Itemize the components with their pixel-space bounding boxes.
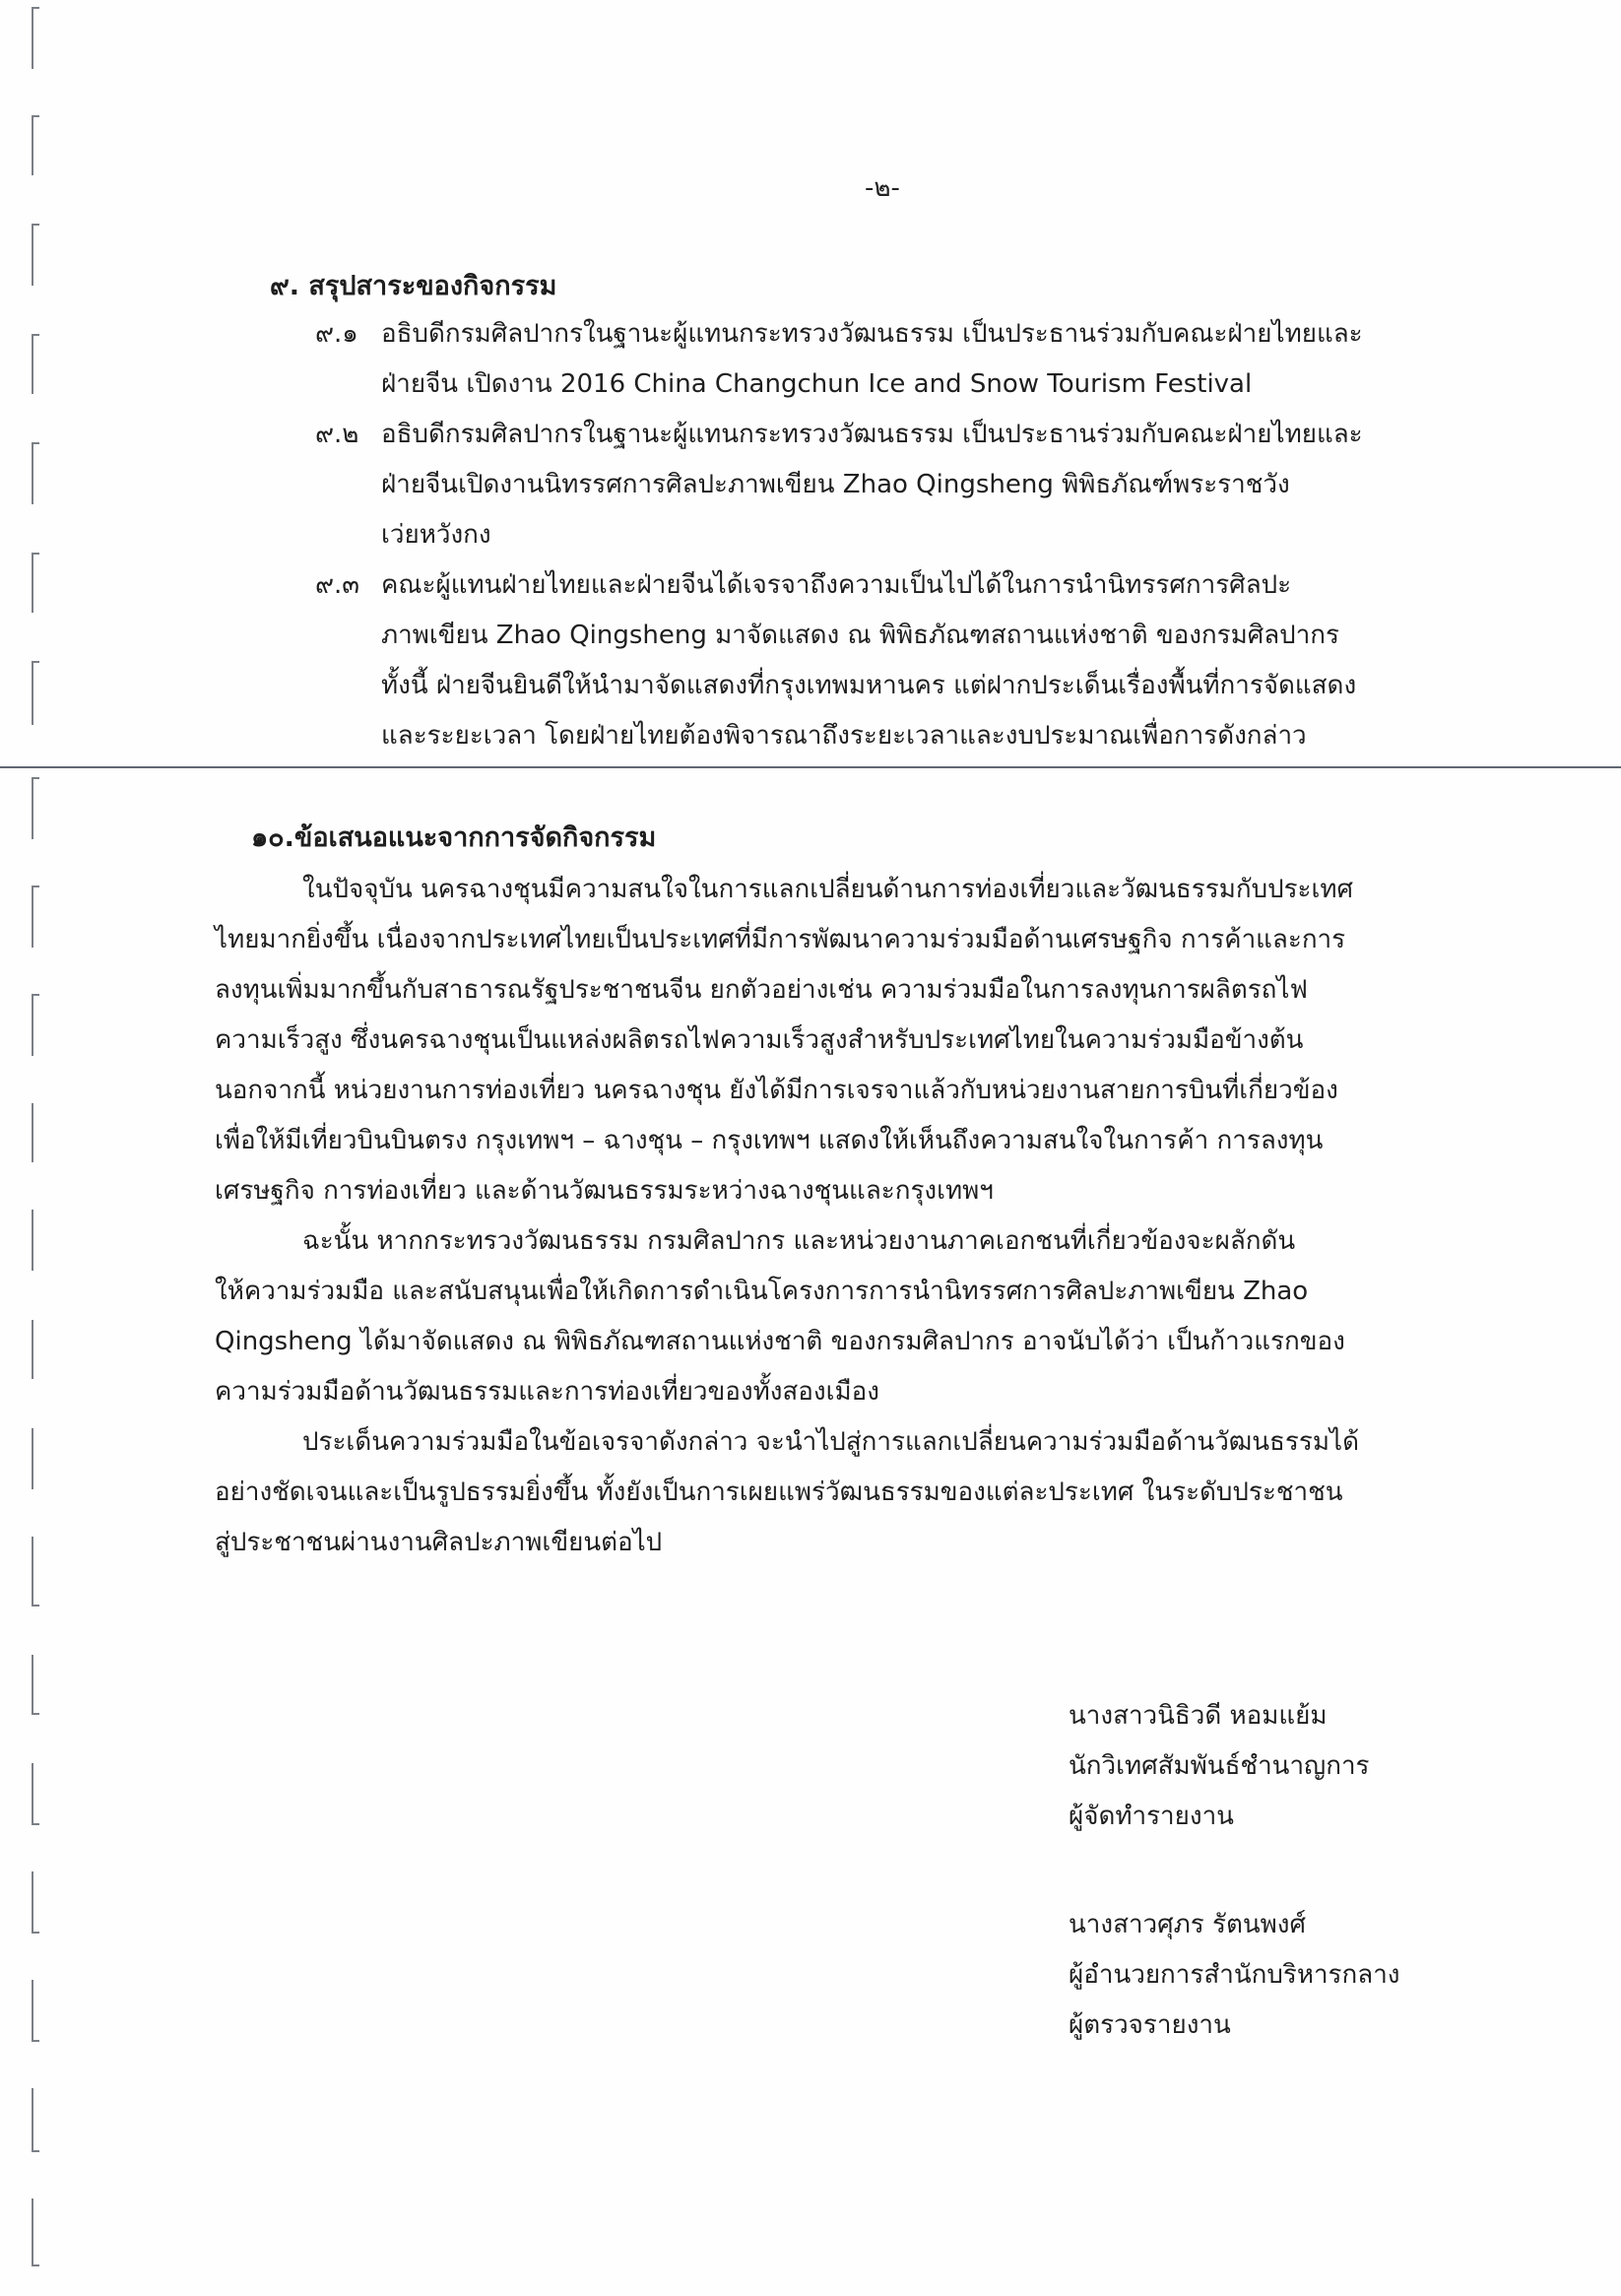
binding-mark bbox=[32, 1980, 39, 2041]
item-text: เว่ยหวังกง bbox=[381, 520, 491, 550]
item-number: ๙.๒ bbox=[315, 420, 359, 449]
paragraph-line: ลงทุนเพิ่มมากขึ้นกับสาธารณรัฐประชาชนจีน ยกตัวอย่างเช่น ความร่วมมือในการลงทุนการผลิตรถไฟ bbox=[215, 975, 1308, 1005]
item-text: อธิบดีกรมศิลปากรในฐานะผู้แทนกระทรวงวัฒนธรรม เป็นประธานร่วมกับคณะฝ่ายไทยและ bbox=[381, 319, 1363, 349]
section-9-item bbox=[315, 410, 1363, 560]
paragraph-line: เศรษฐกิจ การท่องเที่ยว และด้านวัฒนธรรมระหว่างฉางชุนและกรุงเทพฯ bbox=[215, 1176, 994, 1206]
paragraph-line: ฉะนั้น หากกระทรวงวัฒนธรรม กรมศิลปากร และหน่วยงานภาคเอกชนที่เกี่ยวข้องจะผลักดัน bbox=[302, 1226, 1296, 1256]
binding-mark bbox=[32, 554, 39, 613]
item-text: คณะผู้แทนฝ่ายไทยและฝ่ายจีนได้เจรจาถึงความเป็นไปได้ในการนำนิทรรศการศิลปะ bbox=[381, 570, 1292, 600]
paragraph-line: ไทยมากยิ่งขึ้น เนื่องจากประเทศไทยเป็นประเทศที่มีการพัฒนาความร่วมมือด้านเศรษฐกิจ การค้าและการ bbox=[215, 925, 1346, 954]
item-number: ๙.๓ bbox=[315, 570, 360, 600]
section-9-item bbox=[315, 560, 1363, 761]
signatory-position: ผู้อำนวยการสำนักบริหารกลาง bbox=[1069, 1960, 1400, 1990]
binding-mark bbox=[32, 1537, 39, 1606]
signatory-role: ผู้จัดทำรายงาน bbox=[1069, 1802, 1234, 1831]
section-9-items bbox=[315, 309, 1363, 761]
binding-mark bbox=[32, 335, 39, 394]
page-divider bbox=[0, 766, 1621, 768]
paragraph-line: ความเร็วสูง ซึ่งนครฉางชุนเป็นแหล่งผลิตรถไฟความเร็วสูงสำหรับประเทศไทยในความร่วมมือข้างต้น bbox=[215, 1025, 1304, 1055]
signatory-position: นักวิเทศสัมพันธ์ชำนาญการ bbox=[1069, 1751, 1370, 1781]
item-number: ๙.๑ bbox=[315, 319, 358, 349]
paragraph-line: นอกจากนี้ หน่วยงานการท่องเที่ยว นครฉางชุน ยังได้มีการเจรจาแล้วกับหน่วยงานสายการบินที่เกี่ยวข้อง bbox=[215, 1076, 1338, 1105]
paragraph-line: อย่างชัดเจนและเป็นรูปธรรมยิ่งขึ้น ทั้งยังเป็นการเผยแพร่วัฒนธรรมของแต่ละประเทศ ในระดับประชาชน bbox=[215, 1477, 1343, 1507]
signature-block-reviewer bbox=[1069, 1900, 1400, 2051]
section-9-item bbox=[315, 309, 1363, 410]
binding-mark bbox=[32, 8, 39, 69]
binding-mark bbox=[32, 1763, 39, 1824]
binding-mark bbox=[32, 886, 39, 948]
binding-mark bbox=[32, 443, 39, 504]
item-text: ภาพเขียน Zhao Qingsheng มาจัดแสดง ณ พิพิธภัณฑสถานแห่งชาติ ของกรมศิลปากร bbox=[381, 621, 1339, 650]
paragraph-line: ให้ความร่วมมือ และสนับสนุนเพื่อให้เกิดการดำเนินโครงการการนำนิทรรศการศิลปะภาพเขียน Zhao bbox=[215, 1277, 1309, 1306]
section-10-heading: ๑๐.ข้อเสนอแนะจากการจัดกิจกรรม bbox=[251, 822, 657, 853]
page-number: -๒- bbox=[865, 173, 900, 203]
paragraph bbox=[215, 1417, 1359, 1568]
signatory-role: ผู้ตรวจรายงาน bbox=[1069, 2010, 1231, 2040]
paragraph bbox=[215, 1216, 1359, 1417]
scan-binding-marks bbox=[0, 0, 59, 2296]
paragraph-line: ความร่วมมือด้านวัฒนธรรมและการท่องเที่ยวของทั้งสองเมือง bbox=[215, 1377, 879, 1407]
item-text: ฝ่ายจีน เปิดงาน 2016 China Changchun Ice and Snow Tourism Festival bbox=[381, 369, 1253, 399]
signatory-name: นางสาวนิธิวดี หอมแย้ม bbox=[1069, 1701, 1328, 1731]
binding-mark bbox=[32, 225, 39, 286]
paragraph bbox=[215, 865, 1359, 1216]
item-text: และระยะเวลา โดยฝ่ายไทยต้องพิจารณาถึงระยะเวลาและงบประมาณเพื่อการดังกล่าว bbox=[381, 721, 1307, 751]
paragraph-line: Qingsheng ได้มาจัดแสดง ณ พิพิธภัณฑสถานแห่งชาติ ของกรมศิลปากร อาจนับได้ว่า เป็นก้าวแรกของ bbox=[215, 1327, 1345, 1356]
binding-mark bbox=[32, 116, 39, 175]
section-10-body bbox=[215, 865, 1359, 1568]
paragraph-line: ในปัจจุบัน นครฉางชุนมีความสนใจในการแลกเปลี่ยนด้านการท่องเที่ยวและวัฒนธรรมกับประเทศ bbox=[302, 875, 1354, 904]
binding-mark bbox=[32, 778, 39, 839]
signatory-name: นางสาวศุภร รัตนพงศ์ bbox=[1069, 1910, 1306, 1939]
item-text: ฝ่ายจีนเปิดงานนิทรรศการศิลปะภาพเขียน Zhao Qingsheng พิพิธภัณฑ์พระราชวัง bbox=[381, 470, 1290, 499]
binding-mark bbox=[32, 1655, 39, 1714]
section-9-heading: ๙. สรุปสาระของกิจกรรม bbox=[270, 271, 557, 301]
binding-mark bbox=[32, 995, 39, 1056]
paragraph-line: ประเด็นความร่วมมือในข้อเจรจาดังกล่าว จะนำไปสู่การแลกเปลี่ยนความร่วมมือด้านวัฒนธรรมได้ bbox=[302, 1427, 1359, 1457]
paragraph-line: สู่ประชาชนผ่านงานศิลปะภาพเขียนต่อไป bbox=[215, 1528, 663, 1557]
signature-block-preparer bbox=[1069, 1691, 1370, 1842]
item-text: ทั้งนี้ ฝ่ายจีนยินดีให้นำมาจัดแสดงที่กรุงเทพมหานคร แต่ฝากประเด็นเรื่องพื้นที่การจัดแสดง bbox=[381, 671, 1357, 700]
binding-mark bbox=[32, 2088, 39, 2151]
binding-mark bbox=[32, 1871, 39, 1933]
paragraph-line: เพื่อให้มีเที่ยวบินบินตรง กรุงเทพฯ – ฉางชุน – กรุงเทพฯ แสดงให้เห็นถึงความสนใจในการค้า การลงทุน bbox=[215, 1126, 1324, 1155]
binding-mark bbox=[32, 662, 39, 725]
binding-mark bbox=[32, 2198, 39, 2265]
item-text: อธิบดีกรมศิลปากรในฐานะผู้แทนกระทรวงวัฒนธรรม เป็นประธานร่วมกับคณะฝ่ายไทยและ bbox=[381, 420, 1363, 449]
